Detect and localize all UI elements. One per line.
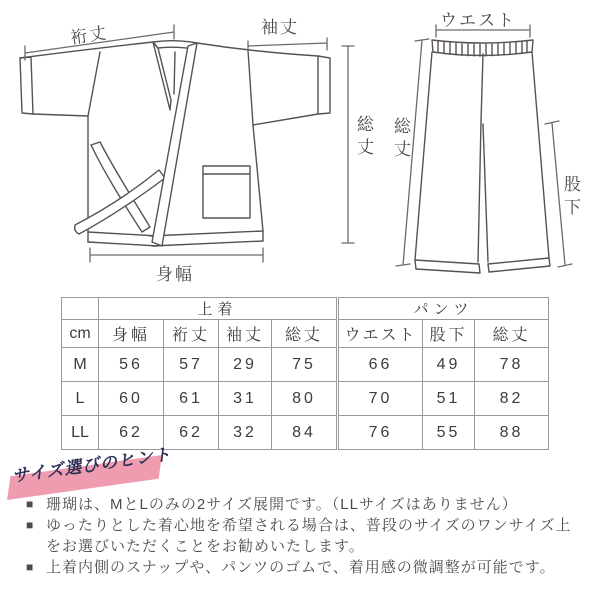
col-header: 裄丈 <box>164 320 219 348</box>
list-item <box>26 515 582 557</box>
value-cell: 78 <box>475 348 549 382</box>
value-cell: 32 <box>219 416 272 450</box>
value-cell: 75 <box>272 348 338 382</box>
jacket-outline <box>20 41 330 246</box>
value-cell: 61 <box>164 382 219 416</box>
jacket-yukitake-label: 裄丈 <box>69 23 110 48</box>
square-bullet-icon: ■ <box>26 497 35 511</box>
size-label: LL <box>62 416 99 450</box>
hints-list <box>26 494 582 578</box>
value-cell: 62 <box>164 416 219 450</box>
hint-text: 珊瑚は、MとLのみの2サイズ展開です。（LLサイズはありません） <box>46 496 518 513</box>
size-table <box>61 297 549 450</box>
value-cell: 31 <box>219 382 272 416</box>
jacket-sodetake-label: 袖丈 <box>261 18 299 37</box>
table-row <box>62 348 549 382</box>
square-bullet-icon: ■ <box>26 518 35 532</box>
table-row <box>62 320 549 348</box>
size-label: L <box>62 382 99 416</box>
jacket-soutake-label: 総丈 <box>354 115 373 161</box>
list-item <box>26 557 582 578</box>
value-cell: 84 <box>272 416 338 450</box>
value-cell: 82 <box>475 382 549 416</box>
value-cell: 80 <box>272 382 338 416</box>
value-cell: 60 <box>99 382 164 416</box>
group-header-top: 上着 <box>99 298 338 320</box>
col-header: 総丈 <box>272 320 338 348</box>
value-cell: 51 <box>423 382 475 416</box>
value-cell: 29 <box>219 348 272 382</box>
value-cell: 66 <box>338 348 423 382</box>
value-cell: 70 <box>338 382 423 416</box>
col-header: ウエスト <box>338 320 423 348</box>
group-header-pants: パンツ <box>338 298 549 320</box>
size-label: M <box>62 348 99 382</box>
value-cell: 76 <box>338 416 423 450</box>
col-header: 身幅 <box>99 320 164 348</box>
value-cell: 57 <box>164 348 219 382</box>
square-bullet-icon: ■ <box>26 560 35 574</box>
unit-header: cm <box>62 320 99 348</box>
table-row <box>62 382 549 416</box>
value-cell: 56 <box>99 348 164 382</box>
pants-waist-label: ウエスト <box>440 11 516 30</box>
value-cell: 55 <box>423 416 475 450</box>
table-row <box>62 298 549 320</box>
list-item <box>26 494 582 515</box>
col-header: 股下 <box>423 320 475 348</box>
pants-matashita-label: 股下 <box>561 175 580 221</box>
hints-title-text: サイズ選びのヒント <box>10 444 173 486</box>
pants-outline <box>415 40 550 273</box>
value-cell: 62 <box>99 416 164 450</box>
hint-text: 上着内側のスナップや、パンツのゴムで、着用感の微調整が可能です。 <box>46 559 556 576</box>
jacket-mihaba-label: 身幅 <box>156 265 194 284</box>
value-cell: 49 <box>423 348 475 382</box>
pants-soutake-label: 総丈 <box>391 117 410 163</box>
table-corner-cell <box>62 298 99 320</box>
value-cell: 88 <box>475 416 549 450</box>
col-header: 総丈 <box>475 320 549 348</box>
hint-text: ゆったりとした着心地を希望される場合は、普段のサイズのワンサイズ上をお選びいただくことをお勧めいたします。 <box>46 517 572 555</box>
col-header: 袖丈 <box>219 320 272 348</box>
